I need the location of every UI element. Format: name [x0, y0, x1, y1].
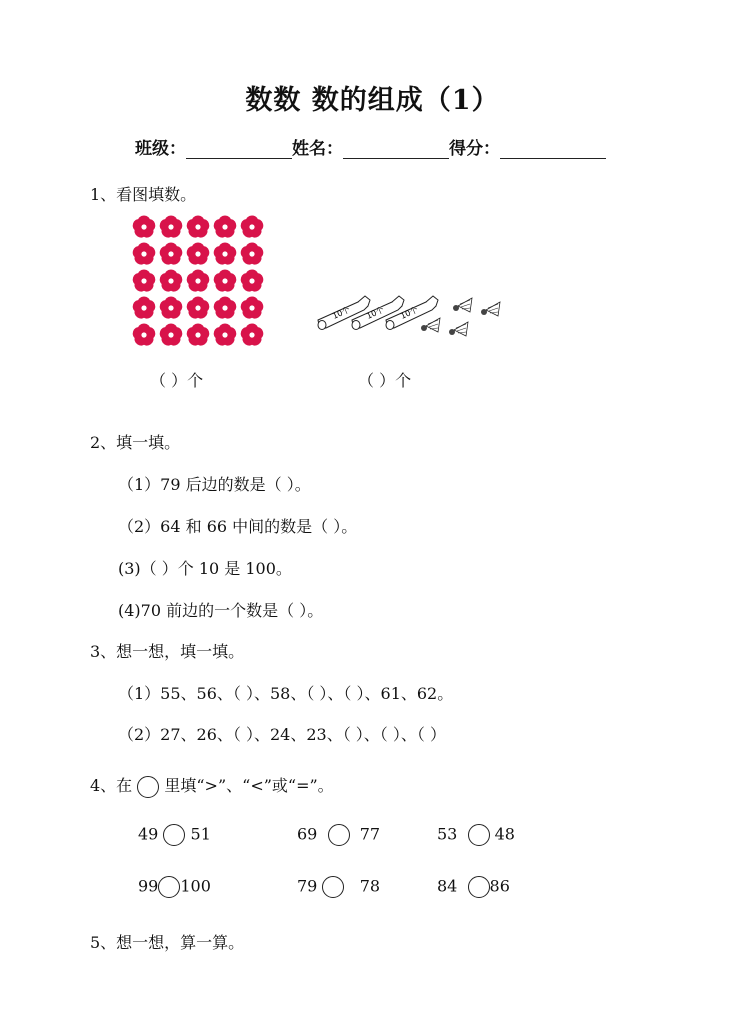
compare-4-right: 100: [180, 876, 211, 896]
q1-answer-bundles: （ ）个: [358, 371, 412, 390]
compare-4: [138, 876, 211, 898]
flower-icon: [131, 297, 157, 321]
compare-3-left: 53: [437, 824, 458, 844]
flower-icon: [185, 270, 211, 294]
compare-5-left: 79: [297, 876, 318, 896]
flower-icon: [239, 297, 265, 321]
q2-heading: 2、填一填。: [90, 433, 181, 452]
flower-icon: [185, 324, 211, 348]
flower-icon: [212, 270, 238, 294]
class-label: 班级：: [135, 139, 186, 159]
compare-6-right: 86: [489, 876, 510, 896]
compare-1-circle[interactable]: [163, 824, 185, 846]
flower-icon: [131, 216, 157, 240]
compare-5-right: 78: [359, 876, 381, 896]
flower-icon: [131, 324, 157, 348]
compare-2-right: 77: [359, 824, 381, 844]
flower-icon: [239, 324, 265, 348]
compare-3: [437, 824, 515, 846]
compare-6: [437, 876, 510, 898]
q2-item-4: (4)70 前边的一个数是（ ）。: [118, 601, 324, 620]
compare-6-circle[interactable]: [468, 876, 490, 898]
flower-icon: [239, 216, 265, 240]
flower-icon: [158, 297, 184, 321]
compare-1-right: 51: [190, 824, 211, 844]
flower-icon: [212, 297, 238, 321]
flower-icon: [239, 243, 265, 267]
q1-heading: 1、看图填数。: [90, 185, 197, 204]
flower-icon: [185, 216, 211, 240]
compare-4-left: 99: [138, 876, 159, 896]
flower-icon: [131, 270, 157, 294]
shuttlecock-icon: [421, 318, 440, 332]
compare-2-left: 69: [297, 824, 318, 844]
q4-heading-post: 里填“>”、“<”或“=”。: [164, 776, 334, 795]
flower-icon: [212, 216, 238, 240]
q4-heading: [90, 773, 334, 798]
bundle-label: 10个: [365, 305, 386, 321]
q2-item-3: (3)（ ）个 10 是 100。: [118, 559, 292, 578]
shuttlecock-icon: [449, 322, 468, 336]
compare-6-left: 84: [437, 876, 458, 896]
score-label: 得分：: [449, 139, 500, 159]
flower-icon: [158, 270, 184, 294]
bundle-illustration: [318, 288, 508, 343]
page-title: 数数 数的组成（1）: [245, 85, 500, 116]
compare-2: [297, 824, 380, 846]
flower-icon: [212, 324, 238, 348]
q3-heading: 3、想一想，填一填。: [90, 642, 245, 661]
q1-answer-flowers: （ ）个: [150, 371, 204, 390]
compare-1-left: 49: [138, 824, 159, 844]
compare-5-circle[interactable]: [322, 876, 344, 898]
flower-icon: [212, 243, 238, 267]
flower-icon: [185, 297, 211, 321]
flower-icon: [185, 243, 211, 267]
score-field[interactable]: [500, 140, 606, 159]
flower-icon: [158, 216, 184, 240]
compare-3-circle[interactable]: [468, 824, 490, 846]
name-field[interactable]: [343, 140, 449, 159]
compare-1: [138, 824, 211, 846]
q3-item-2: （2）27、26、（ ）、24、23、（ ）、（ ）、（ ）: [118, 725, 446, 744]
bundle-label: 10个: [331, 305, 352, 321]
circle-icon: [137, 776, 159, 798]
compare-2-circle[interactable]: [328, 824, 350, 846]
q3-item-1: （1）55、56、（ ）、58、（ ）、（ ）、61、62。: [118, 684, 454, 703]
shuttlecock-icon: [481, 302, 500, 316]
shuttlecock-icon: [453, 298, 472, 312]
flower-icon: [239, 270, 265, 294]
q4-heading-pre: 4、在: [90, 776, 133, 795]
flower-icon: [158, 324, 184, 348]
class-field[interactable]: [186, 140, 292, 159]
q2-item-2: （2）64 和 66 中间的数是（ ）。: [118, 517, 358, 536]
compare-3-right: 48: [494, 824, 515, 844]
flower-icon: [131, 243, 157, 267]
flower-icon: [158, 243, 184, 267]
name-label: 姓名：: [292, 139, 343, 159]
compare-4-circle[interactable]: [158, 876, 180, 898]
bundle-label: 10个: [399, 305, 420, 321]
info-line: [135, 134, 606, 159]
compare-5: [297, 876, 380, 898]
q2-item-1: （1）79 后边的数是（ ）。: [118, 475, 311, 494]
q5-heading: 5、想一想，算一算。: [90, 933, 245, 952]
flower-grid: [130, 213, 270, 353]
